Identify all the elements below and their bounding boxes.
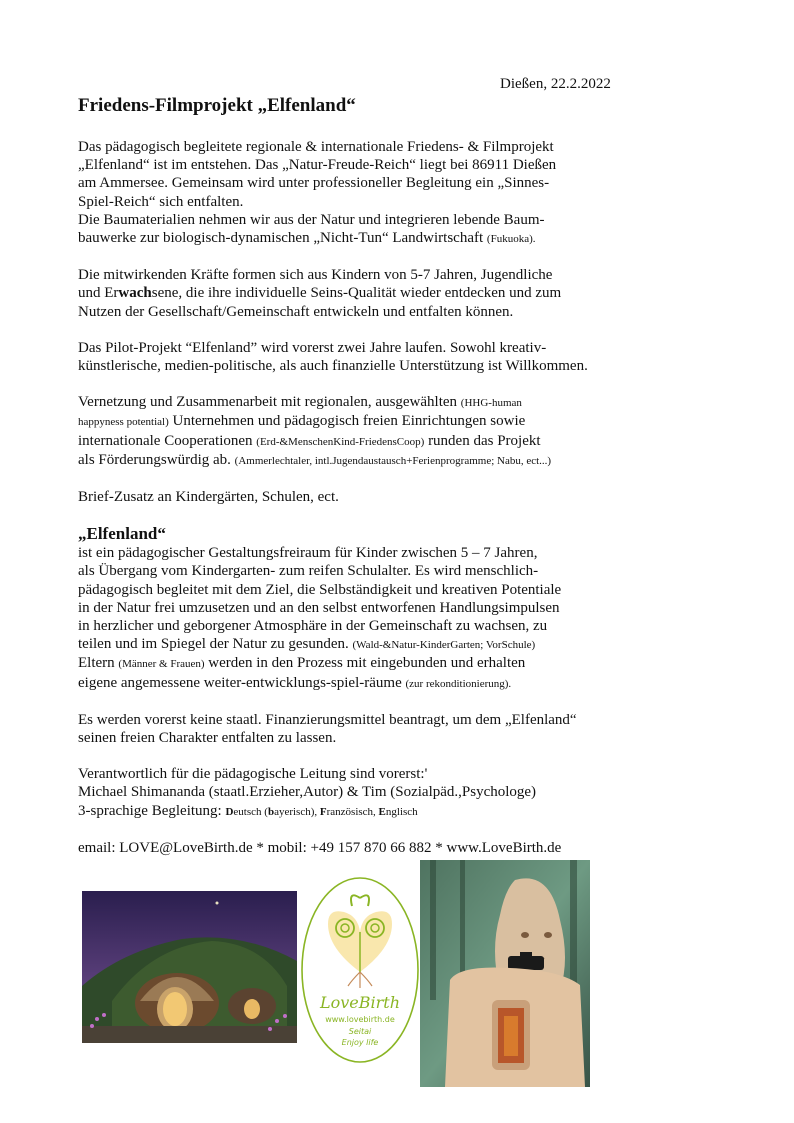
funding-line: seinen freien Charakter entfalten zu lassen. (78, 730, 337, 747)
document-body (78, 138, 678, 857)
contact-line: email: LOVE@LoveBirth.de * mobil: +49 157 870 66 882 * www.LoveBirth.de (78, 839, 562, 856)
languages-label: 3-sprachige Begleitung: (78, 802, 222, 819)
logo-line1: Seitai (348, 1027, 372, 1036)
network-line (78, 412, 678, 431)
intro-line: am Ammersee. Gemeinsam wird unter professioneller Begleitung ein „Sinnes- (78, 175, 550, 192)
responsible-line: Verantwortlich für die pädagogische Leitung sind vorerst:' (78, 766, 428, 783)
network-line (78, 393, 678, 412)
elfenland-line (78, 674, 678, 693)
intro-line: Spiel-Reich“ sich entfalten. (78, 193, 244, 210)
pilot-line: künstlerische, medien-politische, als auch finanzielle Unterstützung ist Willkommen. (78, 358, 588, 375)
network-note: happyness potential) (78, 416, 169, 429)
logo-title: LoveBirth (319, 993, 401, 1012)
network-text: Vernetzung und Zusammenarbeit mit regionalen, ausgewählten (78, 394, 458, 411)
forces-bold: wach (118, 285, 152, 302)
elfenland-line (78, 635, 678, 654)
network-note: (Ammerlechtaler, intl.Jugendaustausch+Ferienprogramme; Nabu, ect...) (234, 454, 552, 467)
logo-line2: Enjoy life (341, 1038, 379, 1047)
brief-line: Brief-Zusatz an Kindergärten, Schulen, ect. (78, 489, 339, 506)
elfenland-text: eigene angemessene weiter-entwicklungs-spiel-räume (78, 674, 402, 691)
elfenland-line: ist ein pädagogischer Gestaltungsfreiraum für Kinder zwischen 5 – 7 Jahren, (78, 545, 538, 562)
intro-line: „Elfenland“ ist im entstehen. Das „Natur-Freude-Reich“ liegt bei 86911 Dießen (78, 157, 557, 174)
network-line (78, 451, 678, 470)
elfenland-note: (Männer & Frauen) (118, 658, 205, 671)
elfenland-text: werden in den Prozess mit eingebunden und erhalten (208, 655, 526, 672)
forces-line: Nutzen der Gesellschaft/Gemeinschaft entwickeln und entfalten können. (78, 303, 514, 320)
earth-house-photo (82, 891, 297, 1043)
responsible-line: Michael Shimananda (staatl.Erzieher,Autor) & Tim (Sozialpäd.,Psychologe) (78, 784, 537, 801)
document-title: Friedens-Filmprojekt „Elfenland“ (78, 95, 356, 116)
elfenland-note: (zur rekonditionierung). (405, 677, 512, 690)
network-note: (HHG-human (460, 397, 522, 410)
forces-text: sene, die ihre individuelle Seins-Qualität wieder entdecken und zum (151, 285, 562, 302)
network-text: als Förderungswürdig ab. (78, 451, 231, 468)
funding-line: Es werden vorerst keine staatl. Finanzierungsmittel beantragt, um dem „Elfenland“ (78, 711, 577, 728)
languages-list: Deutsch (bayerisch), Französisch, Englisch (225, 805, 418, 818)
logo-url: www.lovebirth.de (325, 1015, 395, 1024)
network-text: Unternehmen und pädagogisch freien Einrichtungen sowie (172, 413, 526, 430)
elfenland-line: in der Natur frei umzusetzen und an den selbst entworfenen Handlungsimpulsen (78, 599, 560, 616)
network-line (78, 432, 678, 451)
clay-oven-image (420, 860, 590, 1087)
lovebirth-logo-graphic (300, 876, 420, 1064)
earth-house-image (82, 891, 297, 1043)
network-text: internationale Cooperationen (78, 432, 253, 449)
forces-line: Die mitwirkenden Kräfte formen sich aus Kindern von 5-7 Jahren, Jugendliche (78, 267, 553, 284)
section-heading: „Elfenland“ (78, 524, 166, 544)
clay-oven-photo (420, 860, 590, 1087)
elfenland-line (78, 654, 678, 673)
network-text: runden das Projekt (428, 432, 541, 449)
intro-text: bauwerke zur biologisch-dynamischen „Nicht-Tun“ Landwirtschaft (78, 230, 484, 247)
date-line: Dießen, 22.2.2022 (500, 76, 611, 92)
intro-note: (Fukuoka). (486, 233, 536, 246)
forces-line (78, 284, 678, 302)
elfenland-note: (Wald-&Natur-KinderGarten; VorSchule) (352, 639, 536, 652)
intro-line: Die Baumaterialien nehmen wir aus der Natur und integrieren lebende Baum- (78, 211, 545, 228)
elfenland-line: als Übergang vom Kindergarten- zum reifen Schulalter. Es wird menschlich- (78, 563, 539, 580)
intro-line (78, 229, 678, 248)
responsible-line (78, 802, 678, 821)
lovebirth-logo (300, 876, 420, 1064)
network-note: (Erd-&MenschenKind-FriedensCoop) (256, 435, 425, 448)
elfenland-line: pädagogisch begleitet mit dem Ziel, die Selbständigkeit und kreativen Potentiale (78, 581, 562, 598)
intro-line: Das pädagogisch begleitete regionale & internationale Friedens- & Filmprojekt (78, 139, 554, 155)
pilot-line: Das Pilot-Projekt “Elfenland” wird vorerst zwei Jahre laufen. Sowohl kreativ- (78, 339, 547, 356)
elfenland-text: Eltern (78, 655, 115, 672)
elfenland-line: in herzlicher und geborgener Atmosphäre in der Gemeinschaft zu wachsen, zu (78, 618, 548, 635)
forces-text: und Er (78, 285, 119, 302)
elfenland-text: teilen und im Spiegel der Natur zu gesunden. (78, 636, 349, 653)
